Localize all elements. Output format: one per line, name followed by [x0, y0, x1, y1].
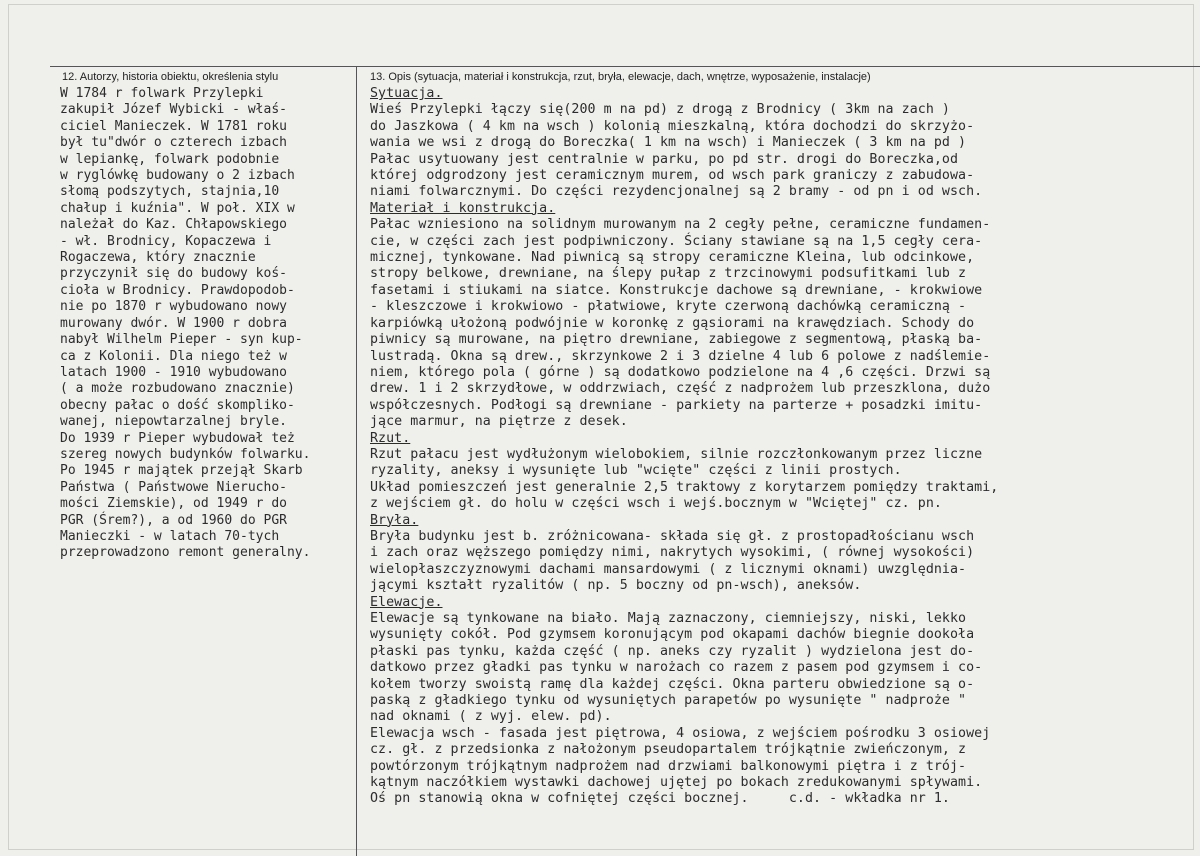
- description-line: współczesnych. Podłogi są drewniane - parkiety na parterze + posadzki imitu-: [370, 397, 983, 413]
- history-line: nie po 1870 r wybudowano nowy: [60, 299, 287, 315]
- description-line: cie, w części zach jest podpiwniczony. Ściany stawiane są na 1,5 cegły cera-: [370, 233, 983, 249]
- description-line: i zach oraz węższego pomiędzy nimi, nakrytych wysokimi, ( równej wysokości): [370, 545, 975, 561]
- description-line: drew. 1 i 2 skrzydłowe, w oddrzwiach, część z nadprożem lub przeszklona, dużo: [370, 381, 991, 397]
- section-heading: Bryła.: [370, 512, 419, 528]
- description-line: lustradą. Okna są drew., skrzynkowe 2 i 3 dzielne 4 lub 6 polowe z nadślemie-: [370, 348, 991, 364]
- history-line: cioła w Brodnicy. Prawdopodob-: [60, 282, 295, 298]
- description-line: stropy belkowe, drewniane, na ślepy pułap z trzcinowymi podsufitkami lub z: [370, 266, 967, 282]
- description-line: Oś pn stanowią okna w cofniętej części bocznej. c.d. - wkładka nr 1.: [370, 791, 950, 807]
- section-13-title: 13. Opis (sytuacja, materiał i konstrukcja, rzut, bryła, elewacje, dach, wnętrze, wyposażenie, instalacje): [370, 71, 871, 83]
- header-rule: [50, 66, 1200, 67]
- history-line: ciciel Manieczek. W 1781 roku: [60, 118, 287, 134]
- description-line: niami folwarcznymi. Do części rezydencjonalnej są 2 bramy - od pn i od wsch.: [370, 184, 983, 200]
- history-line: W 1784 r folwark Przylepki: [60, 86, 264, 101]
- description-line: cz. gł. z przedsionka z nałożonym pseudopartalem trójkątnie zwieńczonym, z: [370, 742, 967, 758]
- description-line: kołem tworzy swoistą ramę dla każdej części. Okna parteru obwiedzione są o-: [370, 676, 975, 692]
- description-line: karpiówką ułożoną podwójnie w koronkę z gąsiorami na krawędziach. Schody do: [370, 315, 975, 331]
- description-line: Rzut pałacu jest wydłużonym wielobokiem, silnie rozczłonkowanym przez liczne: [370, 446, 983, 462]
- history-line: obecny pałac o dość skompliko-: [60, 397, 295, 413]
- history-line: słomą podszytych, stajnia,10: [60, 184, 280, 200]
- history-line: w lepiankę, folwark podobnie: [60, 151, 280, 167]
- description-line: nad oknami ( z wyj. elew. pd).: [370, 709, 612, 725]
- history-line: ( a może rozbudowano znacznie): [60, 381, 295, 397]
- section-heading: Elewacje.: [370, 594, 443, 610]
- description-line: Bryła budynku jest b. zróżnicowana- składa się gł. z prostopadłościanu wsch: [370, 528, 975, 544]
- description-line: wania we wsi z drogą do Boreczka( 1 km na wsch) i Manieczek ( 3 km na pd ): [370, 135, 967, 151]
- description-line: datkowo przez gładki pas tynku w narożach co razem z pasem pod gzymsem i co-: [370, 660, 983, 676]
- history-line: zakupił Józef Wybicki - właś-: [60, 102, 287, 118]
- history-line: murowany dwór. W 1900 r dobra: [60, 315, 287, 331]
- history-line: przyczynił się do budowy koś-: [60, 266, 287, 282]
- history-line: nabył Wilhelm Pieper - syn kup-: [60, 332, 303, 348]
- history-line: chałup i kuźnia". W poł. XIX w: [60, 200, 295, 216]
- history-line: Po 1945 r majątek przejął Skarb: [60, 463, 303, 479]
- section-heading: Rzut.: [370, 430, 411, 446]
- description-line: Elewacja wsch - fasada jest piętrowa, 4 osiowa, z wejściem pośrodku 3 osiowej: [370, 725, 991, 741]
- history-line: PGR (Śrem?), a od 1960 do PGR: [60, 512, 287, 528]
- description-line: niem, którego pola ( górne ) są dodatkowo podzielone na 4 ,6 części. Drzwi są: [370, 364, 991, 380]
- history-text-column: [60, 86, 360, 562]
- section-heading: Sytuacja.: [370, 86, 443, 101]
- description-line: Elewacje są tynkowane na biało. Mają zaznaczony, ciemniejszy, niski, lekko: [370, 611, 967, 626]
- description-line: powtórzonym trójkątnym nadprożem nad drzwiami balkonowymi piętra i z trój-: [370, 758, 967, 774]
- section-12-title: 12. Autorzy, historia obiektu, określenia stylu: [62, 71, 279, 83]
- description-line: piwnicy są murowane, na piętro drewniane, zabiegowe z segmentową, płaską ba-: [370, 332, 983, 348]
- history-line: - wł. Brodnicy, Kopaczewa i: [60, 233, 272, 249]
- description-text-column: [370, 86, 1200, 808]
- description-line: jącymi kształt ryzalitów ( np. 5 boczny od pn-wsch), aneksów.: [370, 578, 862, 594]
- history-line: szereg nowych budynków folwarku.: [60, 446, 311, 462]
- history-line: mości Ziemskie), od 1949 r do: [60, 496, 287, 512]
- description-line: kątnym naczółkiem wystawki dachowej ujętej po bokach zredukowanymi spływami.: [370, 775, 983, 791]
- description-line: Pałac usytuowany jest centralnie w parku, po pd str. drogi do Boreczka,od: [370, 151, 959, 167]
- history-line: ca z Kolonii. Dla niego też w: [60, 348, 287, 364]
- description-line: ryzality, aneksy i wysunięte lub "wcięte" części z linii prostych.: [370, 463, 902, 479]
- history-line: Państwa ( Państwowe Nierucho-: [60, 479, 287, 495]
- description-line: z wejściem gł. do holu w części wsch i wejś.bocznym w "Wciętej" cz. pn.: [370, 496, 942, 512]
- description-line: micznej, tynkowane. Nad piwnicą są stropy ceramiczne Kleina, lub odcinkowe,: [370, 250, 975, 266]
- description-line: wysunięty cokół. Pod gzymsem koronującym pod okapami dachów biegnie dookoła: [370, 627, 975, 643]
- history-line: latach 1900 - 1910 wybudowano: [60, 364, 287, 380]
- history-line: w ryglówkę budowany o 2 izbach: [60, 168, 295, 184]
- history-line: Do 1939 r Pieper wybudował też: [60, 430, 295, 446]
- history-line: Manieczki - w latach 70-tych: [60, 528, 280, 544]
- history-line: był tu"dwór o czterech izbach: [60, 135, 287, 151]
- description-line: płaski pas tynku, każda część ( np. aneks czy ryzalit ) wydzielona jest do-: [370, 643, 975, 659]
- section-heading: Materiał i konstrukcja.: [370, 200, 556, 216]
- description-line: Wieś Przylepki łączy się(200 m na pd) z drogą z Brodnicy ( 3km na zach ): [370, 102, 950, 118]
- description-line: paską z gładkiego tynku od wysuniętych parapetów po wysunięte " nadproże ": [370, 693, 967, 709]
- description-line: - kleszczowe i krokwiowo - płatwiowe, kryte czerwoną dachówką ceramiczną -: [370, 299, 967, 315]
- history-line: należał do Kaz. Chłapowskiego: [60, 217, 287, 233]
- description-line: do Jaszkowa ( 4 km na wsch ) kolonią mieszkalną, która dochodzi do skrzyżo-: [370, 118, 975, 134]
- description-line: jące marmur, na piętrze z desek.: [370, 414, 628, 430]
- description-line: Pałac wzniesiono na solidnym murowanym na 2 cegły pełne, ceramiczne fundamen-: [370, 217, 991, 233]
- history-line: wanej, niepowtarzalnej bryle.: [60, 414, 287, 430]
- history-line: przeprowadzono remont generalny.: [60, 545, 311, 561]
- description-line: której odgrodzony jest ceramicznym murem, od wsch park graniczy z zabudowa-: [370, 168, 975, 184]
- description-line: wielopłaszczyznowymi dachami mansardowymi ( z licznymi oknami) uwzględnia-: [370, 561, 967, 577]
- description-line: fasetami i stiukami na siatce. Konstrukcje dachowe są drewniane, - krokwiowe: [370, 282, 983, 298]
- description-line: Układ pomieszczeń jest generalnie 2,5 traktowy z korytarzem pomiędzy traktami,: [370, 479, 999, 495]
- history-line: Rogaczewa, który znacznie: [60, 250, 256, 266]
